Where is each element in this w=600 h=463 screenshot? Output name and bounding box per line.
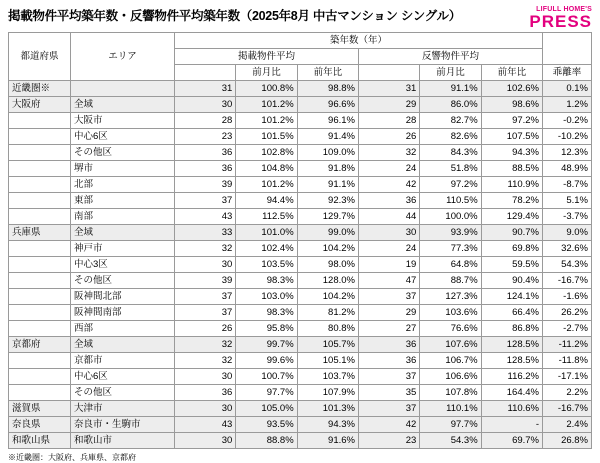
cell-listed-mom: 98.3% [236, 273, 297, 289]
cell-response-mom: 76.6% [420, 321, 481, 337]
cell-gap: 2.2% [543, 385, 592, 401]
cell-listed-mom: 101.2% [236, 113, 297, 129]
cell-gap: -8.7% [543, 177, 592, 193]
table-row [9, 337, 592, 353]
cell-area: 堺市 [71, 161, 175, 177]
cell-listed-mom: 105.0% [236, 401, 297, 417]
cell-listed-yoy: 103.7% [297, 369, 358, 385]
cell-response-mom: 54.3% [420, 433, 481, 449]
cell-response-value: 31 [358, 81, 419, 97]
cell-prefecture [9, 161, 71, 177]
cell-response-mom: 93.9% [420, 225, 481, 241]
cell-listed-mom: 112.5% [236, 209, 297, 225]
cell-listed-mom: 88.8% [236, 433, 297, 449]
cell-area: 中心6区 [71, 369, 175, 385]
cell-gap: -16.7% [543, 273, 592, 289]
cell-response-mom: 91.1% [420, 81, 481, 97]
cell-response-mom: 97.7% [420, 417, 481, 433]
cell-response-value: 26 [358, 129, 419, 145]
table-row [9, 433, 592, 449]
cell-gap: 32.6% [543, 241, 592, 257]
cell-listed-value: 37 [175, 289, 236, 305]
table-row [9, 401, 592, 417]
cell-response-yoy: 124.1% [481, 289, 542, 305]
cell-response-mom: 86.0% [420, 97, 481, 113]
cell-listed-yoy: 129.7% [297, 209, 358, 225]
cell-response-yoy: 110.9% [481, 177, 542, 193]
cell-listed-yoy: 94.3% [297, 417, 358, 433]
cell-response-mom: 107.8% [420, 385, 481, 401]
cell-response-value: 24 [358, 161, 419, 177]
cell-area: 全域 [71, 337, 175, 353]
cell-listed-value: 32 [175, 353, 236, 369]
cell-prefecture [9, 241, 71, 257]
cell-listed-mom: 101.2% [236, 97, 297, 113]
col-header-response-yoy: 前年比 [481, 65, 542, 81]
cell-gap: 12.3% [543, 145, 592, 161]
cell-listed-yoy: 107.9% [297, 385, 358, 401]
cell-area: 北部 [71, 177, 175, 193]
col-header-listed-yoy: 前年比 [297, 65, 358, 81]
cell-gap: 1.2% [543, 97, 592, 113]
cell-listed-yoy: 109.0% [297, 145, 358, 161]
cell-listed-mom: 100.8% [236, 81, 297, 97]
cell-listed-value: 37 [175, 193, 236, 209]
cell-area: 大阪市 [71, 113, 175, 129]
table-row [9, 177, 592, 193]
col-header-gap: 乖離率 [543, 65, 592, 81]
cell-response-value: 37 [358, 289, 419, 305]
cell-listed-yoy: 96.1% [297, 113, 358, 129]
cell-listed-value: 28 [175, 113, 236, 129]
cell-prefecture [9, 321, 71, 337]
cell-response-mom: 107.6% [420, 337, 481, 353]
cell-response-value: 35 [358, 385, 419, 401]
cell-listed-value: 30 [175, 369, 236, 385]
cell-response-value: 36 [358, 337, 419, 353]
table-row [9, 145, 592, 161]
cell-area: 南部 [71, 209, 175, 225]
cell-listed-mom: 94.4% [236, 193, 297, 209]
cell-response-mom: 127.3% [420, 289, 481, 305]
cell-gap: -3.7% [543, 209, 592, 225]
data-table [8, 32, 592, 449]
table-row [9, 257, 592, 273]
cell-area: 中心6区 [71, 129, 175, 145]
table-row [9, 113, 592, 129]
cell-response-mom: 103.6% [420, 305, 481, 321]
cell-listed-mom: 101.0% [236, 225, 297, 241]
cell-listed-value: 36 [175, 145, 236, 161]
cell-area: 中心3区 [71, 257, 175, 273]
cell-listed-mom: 102.4% [236, 241, 297, 257]
table-row [9, 369, 592, 385]
cell-listed-yoy: 80.8% [297, 321, 358, 337]
cell-gap: 2.4% [543, 417, 592, 433]
cell-gap: -1.6% [543, 289, 592, 305]
cell-listed-mom: 93.5% [236, 417, 297, 433]
cell-prefecture: 和歌山県 [9, 433, 71, 449]
cell-gap: 26.2% [543, 305, 592, 321]
table-row [9, 241, 592, 257]
cell-listed-yoy: 104.2% [297, 289, 358, 305]
cell-listed-yoy: 101.3% [297, 401, 358, 417]
cell-response-mom: 106.7% [420, 353, 481, 369]
cell-listed-value: 26 [175, 321, 236, 337]
cell-response-mom: 82.6% [420, 129, 481, 145]
cell-listed-mom: 98.3% [236, 305, 297, 321]
cell-listed-value: 23 [175, 129, 236, 145]
cell-listed-value: 32 [175, 241, 236, 257]
cell-gap: 5.1% [543, 193, 592, 209]
header-row-top [9, 33, 592, 49]
table-row [9, 417, 592, 433]
table-body [9, 81, 592, 449]
cell-response-mom: 110.1% [420, 401, 481, 417]
cell-listed-value: 31 [175, 81, 236, 97]
cell-prefecture: 京都府 [9, 337, 71, 353]
cell-listed-value: 36 [175, 161, 236, 177]
cell-response-yoy: 102.6% [481, 81, 542, 97]
table-row [9, 273, 592, 289]
table-row [9, 81, 592, 97]
cell-listed-mom: 103.5% [236, 257, 297, 273]
cell-listed-mom: 102.8% [236, 145, 297, 161]
cell-listed-mom: 100.7% [236, 369, 297, 385]
cell-gap: 9.0% [543, 225, 592, 241]
brand-logo-bottom: PRESS [529, 12, 592, 31]
cell-gap: 48.9% [543, 161, 592, 177]
cell-gap: -11.2% [543, 337, 592, 353]
cell-area: 全域 [71, 225, 175, 241]
cell-listed-yoy: 99.0% [297, 225, 358, 241]
cell-listed-value: 43 [175, 209, 236, 225]
cell-response-yoy: 107.5% [481, 129, 542, 145]
cell-gap: -2.7% [543, 321, 592, 337]
cell-response-yoy: 116.2% [481, 369, 542, 385]
cell-response-value: 42 [358, 177, 419, 193]
cell-response-value: 47 [358, 273, 419, 289]
cell-area: 全域 [71, 97, 175, 113]
cell-listed-value: 30 [175, 401, 236, 417]
cell-response-mom: 64.8% [420, 257, 481, 273]
cell-area: 東部 [71, 193, 175, 209]
cell-prefecture: 近畿圏※ [9, 81, 71, 97]
brand-logo-top: LIFULL HOME'S [536, 6, 592, 13]
cell-gap: -0.2% [543, 113, 592, 129]
cell-prefecture [9, 257, 71, 273]
cell-response-yoy: 86.8% [481, 321, 542, 337]
cell-response-value: 29 [358, 97, 419, 113]
table-row [9, 289, 592, 305]
cell-response-value: 36 [358, 193, 419, 209]
cell-gap: 54.3% [543, 257, 592, 273]
cell-listed-value: 39 [175, 273, 236, 289]
cell-gap: -16.7% [543, 401, 592, 417]
cell-response-yoy: 97.2% [481, 113, 542, 129]
cell-response-value: 42 [358, 417, 419, 433]
cell-prefecture [9, 193, 71, 209]
table-row [9, 305, 592, 321]
table-row [9, 321, 592, 337]
cell-area: 西部 [71, 321, 175, 337]
cell-area: 和歌山市 [71, 433, 175, 449]
cell-response-mom: 100.0% [420, 209, 481, 225]
cell-response-yoy: 128.5% [481, 337, 542, 353]
cell-response-yoy: 66.4% [481, 305, 542, 321]
table-row [9, 353, 592, 369]
table-row [9, 193, 592, 209]
cell-listed-value: 36 [175, 385, 236, 401]
cell-gap: -11.8% [543, 353, 592, 369]
cell-area: 奈良市・生駒市 [71, 417, 175, 433]
cell-response-value: 44 [358, 209, 419, 225]
cell-response-value: 23 [358, 433, 419, 449]
cell-response-yoy: 59.5% [481, 257, 542, 273]
cell-gap: 0.1% [543, 81, 592, 97]
cell-prefecture [9, 209, 71, 225]
cell-listed-yoy: 105.1% [297, 353, 358, 369]
cell-listed-yoy: 91.8% [297, 161, 358, 177]
cell-response-mom: 88.7% [420, 273, 481, 289]
table-row [9, 225, 592, 241]
cell-listed-mom: 101.5% [236, 129, 297, 145]
cell-prefecture [9, 113, 71, 129]
table-row [9, 97, 592, 113]
cell-response-value: 24 [358, 241, 419, 257]
table-head [9, 33, 592, 81]
cell-prefecture: 奈良県 [9, 417, 71, 433]
cell-response-value: 36 [358, 353, 419, 369]
cell-response-yoy: 90.7% [481, 225, 542, 241]
footnote: ※近畿圏：大阪府、兵庫県、京都府 [8, 453, 136, 462]
cell-listed-yoy: 98.0% [297, 257, 358, 273]
cell-listed-mom: 97.7% [236, 385, 297, 401]
cell-listed-value: 30 [175, 433, 236, 449]
cell-listed-value: 32 [175, 337, 236, 353]
cell-area [71, 81, 175, 97]
cell-response-mom: 77.3% [420, 241, 481, 257]
cell-listed-value: 30 [175, 97, 236, 113]
cell-listed-yoy: 91.6% [297, 433, 358, 449]
cell-listed-value: 39 [175, 177, 236, 193]
cell-response-yoy: 90.4% [481, 273, 542, 289]
cell-listed-yoy: 91.1% [297, 177, 358, 193]
cell-listed-value: 43 [175, 417, 236, 433]
cell-listed-yoy: 104.2% [297, 241, 358, 257]
cell-response-mom: 51.8% [420, 161, 481, 177]
cell-prefecture: 大阪府 [9, 97, 71, 113]
table-row [9, 385, 592, 401]
cell-prefecture [9, 273, 71, 289]
cell-listed-yoy: 91.4% [297, 129, 358, 145]
cell-response-yoy: 88.5% [481, 161, 542, 177]
col-header-listed-value [175, 65, 236, 81]
col-header-area: エリア [71, 33, 175, 81]
brand-logo [529, 6, 592, 30]
cell-response-yoy: 164.4% [481, 385, 542, 401]
cell-response-mom: 84.3% [420, 145, 481, 161]
cell-area: その他区 [71, 273, 175, 289]
cell-listed-value: 30 [175, 257, 236, 273]
page-header [8, 6, 592, 32]
col-header-response-group: 反響物件平均 [358, 49, 542, 65]
col-header-age-group: 築年数（年） [175, 33, 543, 49]
page-title: 掲載物件平均築年数・反響物件平均築年数（2025年8月 中古マンション シングル） [8, 9, 461, 23]
cell-prefecture [9, 385, 71, 401]
cell-response-yoy: 110.6% [481, 401, 542, 417]
table-row [9, 209, 592, 225]
cell-response-yoy: 94.3% [481, 145, 542, 161]
cell-prefecture [9, 289, 71, 305]
cell-prefecture [9, 369, 71, 385]
cell-prefecture [9, 305, 71, 321]
cell-prefecture [9, 177, 71, 193]
cell-response-mom: 106.6% [420, 369, 481, 385]
cell-listed-mom: 99.7% [236, 337, 297, 353]
cell-response-value: 29 [358, 305, 419, 321]
table-row [9, 161, 592, 177]
cell-area: 神戸市 [71, 241, 175, 257]
cell-area: 大津市 [71, 401, 175, 417]
cell-prefecture [9, 353, 71, 369]
cell-gap: -10.2% [543, 129, 592, 145]
cell-response-mom: 110.5% [420, 193, 481, 209]
cell-area: 阪神間南部 [71, 305, 175, 321]
cell-response-yoy: - [481, 417, 542, 433]
table-row [9, 129, 592, 145]
cell-listed-value: 33 [175, 225, 236, 241]
cell-response-mom: 97.2% [420, 177, 481, 193]
cell-listed-mom: 95.8% [236, 321, 297, 337]
cell-listed-yoy: 81.2% [297, 305, 358, 321]
cell-response-value: 30 [358, 225, 419, 241]
cell-response-value: 37 [358, 369, 419, 385]
cell-response-value: 32 [358, 145, 419, 161]
cell-prefecture [9, 129, 71, 145]
cell-listed-mom: 99.6% [236, 353, 297, 369]
cell-response-yoy: 129.4% [481, 209, 542, 225]
col-header-listed-mom: 前月比 [236, 65, 297, 81]
cell-prefecture [9, 145, 71, 161]
col-header-response-mom: 前月比 [420, 65, 481, 81]
cell-listed-yoy: 128.0% [297, 273, 358, 289]
cell-response-value: 37 [358, 401, 419, 417]
col-header-response-value [358, 65, 419, 81]
cell-gap: -17.1% [543, 369, 592, 385]
cell-listed-yoy: 92.3% [297, 193, 358, 209]
cell-response-mom: 82.7% [420, 113, 481, 129]
col-header-gap-group [543, 33, 592, 65]
cell-response-yoy: 98.6% [481, 97, 542, 113]
cell-response-yoy: 128.5% [481, 353, 542, 369]
cell-response-yoy: 69.7% [481, 433, 542, 449]
cell-prefecture: 兵庫県 [9, 225, 71, 241]
cell-area: 阪神間北部 [71, 289, 175, 305]
cell-listed-mom: 101.2% [236, 177, 297, 193]
cell-listed-yoy: 98.8% [297, 81, 358, 97]
cell-response-value: 19 [358, 257, 419, 273]
cell-response-yoy: 78.2% [481, 193, 542, 209]
cell-listed-yoy: 105.7% [297, 337, 358, 353]
cell-response-yoy: 69.8% [481, 241, 542, 257]
cell-response-value: 27 [358, 321, 419, 337]
col-header-prefecture: 都道府県 [9, 33, 71, 81]
col-header-listed-group: 掲載物件平均 [175, 49, 359, 65]
cell-area: その他区 [71, 385, 175, 401]
cell-gap: 26.8% [543, 433, 592, 449]
cell-area: その他区 [71, 145, 175, 161]
cell-listed-mom: 104.8% [236, 161, 297, 177]
cell-listed-mom: 103.0% [236, 289, 297, 305]
cell-listed-value: 37 [175, 305, 236, 321]
cell-listed-yoy: 96.6% [297, 97, 358, 113]
cell-response-value: 28 [358, 113, 419, 129]
cell-prefecture: 滋賀県 [9, 401, 71, 417]
cell-area: 京都市 [71, 353, 175, 369]
